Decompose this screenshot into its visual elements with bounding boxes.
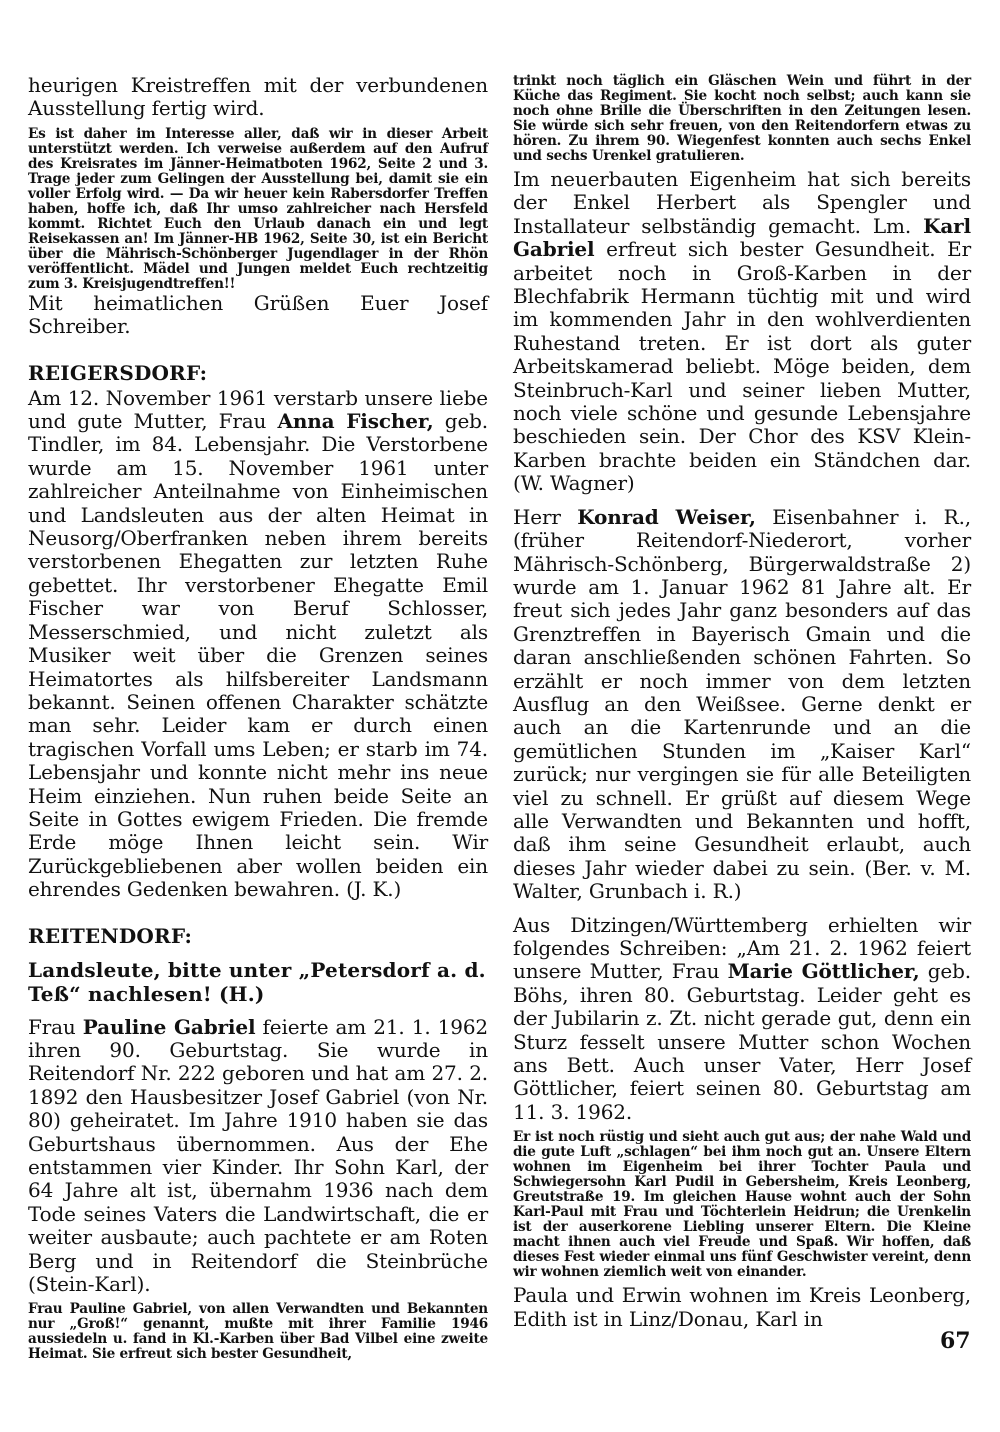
intro-paragraph: heurigen Kreistreffen mit der verbundenen Ausstellung fertig wird. (28, 73, 488, 121)
gabriel-small-continuation: trinkt noch täglich ein Gläschen Wein und führt in der Küche das Regiment. Sie kocht noch selbst; auch kann sie noch ohne Brille die Überschriften in den Zeitungen lesen. Sie würde sich sehr freuen, von den Reitendorfern etwas zu hören. Zu ihrem 90. Wiegenfest konnten auch sechs Enkel und sechs Urenkel gratulieren. (513, 73, 971, 164)
eigenheim-paragraph (513, 168, 971, 496)
right-column (513, 74, 971, 1331)
gabriel-paragraph (28, 1016, 488, 1297)
gabriel-name: Pauline Gabriel (82, 1014, 256, 1039)
page-number: 67 (940, 1328, 971, 1354)
reigersdorf-name: Anna Fischer, (277, 409, 434, 434)
weiser-name: Konrad Weiser, (577, 504, 756, 529)
ditzingen-paragraph (513, 914, 971, 1125)
reitendorf-heading: REITENDORF: (28, 923, 193, 948)
ditzingen-text-start: Aus Ditzingen/Württemberg erhielten wir folgendes Schreiben: „Am 21. 2. 1962 feiert unsere Mutter, Frau (513, 912, 971, 984)
ditzingen-name: Marie Göttlicher, (727, 959, 920, 984)
eigenheim-text-end: erfreut sich bester Gesundheit. Er arbeitet noch in Groß-Karben in der Blechfabrik Hermann tüchtig mit und wird im kommenden Jahr in den wohlverdienten Ruhestand treten. Er ist dort als guter Arbeitskamerad beliebt. Möge beiden, dem Steinbruch-Karl und seiner lieben Mutter, noch viele schöne und gesunde Lebensjahre beschieden sein. Der Chor des KSV Klein-Karben brachte beiden ein Ständchen dar. (W. Wagner) (513, 237, 971, 496)
weiser-text-end: Eisenbahner i. R., (früher Reitendorf-Niederort, vorher Mährisch-Schönberg, Bürgerwaldstraße 2) wurde am 1. Januar 1962 81 Jahre alt. Er freut sich jedes Jahr ganz besonders auf das Grenztreffen in Bayerisch Gmain und die daran anschließenden schönen Fahrten. So erzählt er noch immer von dem letzten Ausflug an den Weißsee. Gerne denkt er auch an die Kartenrunde und an die gemütlichen Stunden im „Kaiser Karl“ zurück; nur vergingen sie für alle Beteiligten viel zu schnell. Er grüßt auf diesem Wege alle Verwandten und Bekannten und hofft, daß ihm seine Gesundheit erlaubt, auch dieses Jahr wieder dabei zu sein. (Ber. v. M. Walter, Grunbach i. R.) (513, 504, 971, 904)
reitendorf-note: Landsleute, bitte unter „Petersdorf a. d. Teß“ nachlesen! (H.) (28, 957, 486, 1006)
gabriel-text-start: Frau (28, 1014, 83, 1039)
closing-paragraph: Paula und Erwin wohnen im Kreis Leonberg, Edith ist in Linz/Donau, Karl in (513, 1283, 971, 1331)
greeting-paragraph: Mit heimatlichen Grüßen Euer Josef Schreiber. (28, 290, 488, 339)
reigersdorf-text-end: geb. Tindler, im 84. Lebensjahr. Die Verstorbene wurde am 15. November 1961 unter zahlreicher Anteilnahme von Einheimischen und Landsleuten aus der alten Heimat in Neusorg/Oberfranken neben ihrem bereits verstorbenen Ehegatten zur letzten Ruhe gebettet. Ihr verstorbener Ehegatte Emil Fischer war von Beruf Schlosser, Messerschmied, und nicht zuletzt als Musiker weit über die Grenzen seines Heimatortes als hilfsbereiter Landsmann bekannt. Seinen offenen Charakter schätzte man sehr. Leider kam er durch einen tragischen Vorfall ums Leben; er starb im 74. Lebensjahr und konnte nicht mehr ins neue Heim einziehen. Nun ruhen beide Seite an Seite in Gottes ewigem Frieden. Die fremde Erde möge Ihnen leicht sein. Wir Zurückgebliebenen aber wollen beiden ein ehrendes Gedenken bewahren. (J. K.) (28, 409, 488, 902)
eigenheim-text-start: Im neuerbauten Eigenheim hat sich bereits der Enkel Herbert als Spengler und Installateur selbständig gemacht. Lm. (513, 167, 971, 238)
weiser-paragraph (513, 506, 971, 904)
reigersdorf-heading: REIGERSDORF: (28, 360, 208, 385)
ditzingen-small-paragraph: Er ist noch rüstig und sieht auch gut aus; der nahe Wald und die gute Luft „schlagen“ bei ihm noch gut an. Unsere Eltern wohnen im Eigenheim bei ihrer Tochter Paula und Schwiegersohn Karl Pudil in Gebersheim, Kreis Leonberg, Greutstraße 19. Im gleichen Hause wohnt auch der Sohn Karl-Paul mit Frau und Töchterlein Heidrun; die Urenkelin ist der auserkorene Liebling unserer Eltern. Die Kleine macht ihnen auch viel Freude und Spaß. Wir hoffen, daß dieses Fest wieder einmal uns fünf Geschwister vereint, denn wir wohnen ziemlich weit von einander. (513, 1129, 971, 1281)
appeal-paragraph: Es ist daher im Interesse aller, daß wir in dieser Arbeit unterstützt werden. Ich verweise außerdem auf den Aufruf des Kreisrates im Jänner-Heimatboten 1962, Seite 2 und 3. Trage jeder zum Gelingen der Ausstellung bei, damit sie ein voller Erfolg wird. — Da wir heuer kein Rabersdorfer Treffen haben, hoffe ich, daß Ihr umso zahlreicher nach Hersfeld kommt. Richtet Euch den Urlaub danach ein und legt Reisekassen an! Im Jänner-HB 1962, Seite 30, ist ein Bericht über die Mährisch-Schönberger Jugendlager in der Rhön veröffentlicht. Mädel und Jungen meldet Euch rechtzeitig zum 3. Kreisjugendtreffen!! (28, 125, 488, 292)
reigersdorf-paragraph (28, 387, 488, 902)
weiser-text-start: Herr (513, 504, 578, 529)
eigenheim-name: Karl Gabriel (513, 213, 971, 262)
reigersdorf-text-start: Am 12. November 1961 verstarb unsere liebe und gute Mutter, Frau (28, 385, 488, 434)
ditzingen-text-end: geb. Böhs, ihren 80. Geburtstag. Leider geht es der Jubilarin z. Zt. nicht gerade gut, denn ein Sturz fesselt unsere Mutter schon Wochen ans Bett. Auch unser Vater, Herr Josef Göttlicher, feiert seinen 80. Geburtstag am 11. 3. 1962. (513, 959, 971, 1124)
gabriel-small-paragraph: Frau Pauline Gabriel, von allen Verwandten und Bekannten nur „Groß!“ genannt, mußte mit ihrer Familie 1946 aussiedeln u. fand in Kl.-Karben über Bad Vilbel eine zweite Heimat. Sie erfreut sich bester Gesundheit, (28, 1301, 488, 1363)
gabriel-text-end: feierte am 21. 1. 1962 ihren 90. Geburtstag. Sie wurde in Reitendorf Nr. 222 geboren und hat am 27. 2. 1892 den Hausbesitzer Josef Gabriel (von Nr. 80) geheiratet. Im Jahre 1910 haben sie das Geburtshaus übernommen. Aus der Ehe entstammen vier Kinder. Ihr Sohn Karl, der 64 Jahre alt ist, übernahm 1936 nach dem Tode seines Vaters die Landwirtschaft, die er weiter ausbaute; auch pachtete er am Roten Berg und in Reitendorf die Steinbrüche (Stein-Karl). (28, 1014, 488, 1297)
left-column (28, 74, 488, 1362)
